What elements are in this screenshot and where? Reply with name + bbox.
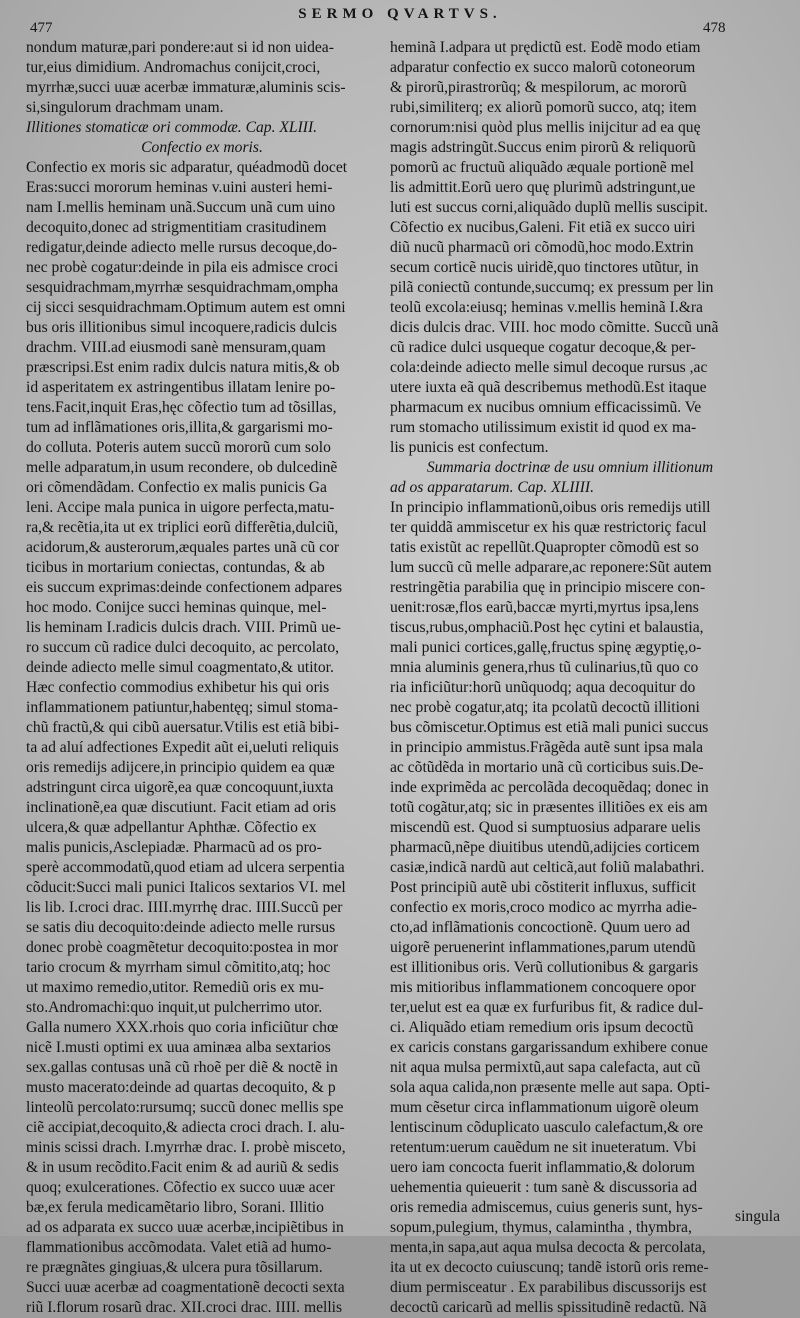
right-column-line: est illitionibus oris. Verũ collutionibus & gargaris <box>390 959 699 976</box>
left-column-line: flammationibus accõmodata. Valet etiã ad humo- <box>26 1239 332 1256</box>
right-column-line: pomorũ ac fructuũ aliquãdo æquale portionẽ mel <box>390 159 694 176</box>
left-column-line: ro succum cũ radice dulci decoquito, ac percolato, <box>26 639 340 656</box>
right-column-line: ria inficiũtur:horũ unũquodq; aqua decoquitur do <box>390 679 696 696</box>
left-column-line: ad os adparata ex succo uuæ acerbæ,incipiẽtibus in <box>26 1219 344 1236</box>
right-column-line: dium permisceatur . Ex parabilibus discussorijs est <box>390 1279 707 1296</box>
right-column-line: sopum,pulegium, thymus, calamintha , thymbra, <box>390 1219 692 1236</box>
right-column-line: mnia aluminis genera,rhus tũ culinarius,tũ quo co <box>390 659 699 676</box>
left-column-line: Galla numero XXX.rhois quo coria inficiũtur chœ <box>26 1019 339 1036</box>
right-column <box>390 38 750 1318</box>
right-column-line: diũ nucũ pharmacũ ori cõmodũ,hoc modo.Extrin <box>390 239 694 256</box>
left-column-line: tario crocum & myrrham simul cõmitito,atq; hoc <box>26 959 331 976</box>
right-column-line: In principio inflammationũ,oibus oris remedijs utill <box>390 499 711 516</box>
right-column-line: inde exprimẽda ac percolãda decoquẽdaq; donec in <box>390 779 709 796</box>
right-column-line: rum stomacho utilissimum existit id quod ex ma- <box>390 419 697 436</box>
right-column-line: lentiscinum cõduplicato uasculo calefactum,& ore <box>390 1119 704 1136</box>
right-column-line: ita ut ex decocto cuiuscunq; tandẽ istorũ oris reme- <box>390 1259 709 1276</box>
left-column-line: eis succum exprimas:deinde confectionem adpares <box>26 579 343 596</box>
left-column-line: inclinationẽ,ea quæ discutiunt. Facit etiam ad oris <box>26 799 337 816</box>
left-column-line: drachm. VIII.ad eiusmodi sanè mensuram,quam <box>26 339 326 356</box>
left-column-line: nicẽ I.musti optimi ex uua aminæa alba sextarios <box>26 1039 331 1056</box>
right-column-line: miscendũ est. Quod si sumptuosius adparare uelis <box>390 819 701 836</box>
left-column-line: inflammationem patiuntur,habentęq; simul stoma- <box>26 699 339 716</box>
right-column-line: Summaria doctrinæ de usu omnium illitionum <box>426 459 714 476</box>
right-column-line: lis punicis est confectum. <box>390 439 549 456</box>
left-column-line: sex.gallas contusas unã cũ rhoẽ per diẽ & noctẽ in <box>26 1059 338 1076</box>
left-column-line: Eras:succi mororum heminas v.uini austeri hemi- <box>26 179 333 196</box>
left-column <box>26 38 378 1318</box>
folio-right: 478 <box>703 20 726 36</box>
right-column-line: ac cõtũdẽda in mortario unã cũ corticibus suis.De- <box>390 759 704 776</box>
left-column-line: oris remedijs adijcere,in principio quidem ea quæ <box>26 759 335 776</box>
left-column-line: nec probè cogatur:deinde in pila eis admisce croci <box>26 259 339 276</box>
right-column-line: restringẽtia parabilia quę in principio miscere con- <box>390 579 706 596</box>
right-column-line: adparatur confectio ex succo malorũ cotoneorum <box>390 59 696 76</box>
right-column-line: utere iuxta eã quã describemus methodũ.Est itaque <box>390 379 707 396</box>
left-column-line: acidorum,& austerorum,æquales partes unã cũ cor <box>26 539 340 556</box>
right-column-line: tiscus,rubus,omphaciũ.Post hęc cytini et balaustia, <box>390 619 704 636</box>
left-column-line: redigatur,deinde adiecto melle rursus decoque,do- <box>26 239 338 256</box>
left-column-line: riũ I.florum rosarũ drac. XII.croci drac. IIII. mellis <box>26 1299 343 1316</box>
right-column-line: secum corticẽ nucis uiridẽ,quo tinctores utũtur, in <box>390 259 699 276</box>
left-column-line: ticibus in mortarium coniectas, contundas, & ab <box>26 559 325 576</box>
left-column-line: bæ,ex ferula medicamẽtario libro, Sorani. Illitio <box>26 1199 324 1216</box>
left-column-line: minis scissi drach. I.myrrhæ drac. I. probè misceto, <box>26 1139 346 1156</box>
right-column-line: mis mitioribus inflammationem concoquere opor <box>390 979 696 996</box>
catchword: singula <box>735 1208 781 1225</box>
left-column-line: nam I.mellis heminam unã.Succum unã cum uino <box>26 199 336 216</box>
right-column-line: rubi,similiterq; ex aliorũ pomorũ succo, atq; item <box>390 99 697 116</box>
right-column-line: heminã I.adpara ut prędictũ est. Eodẽ modo etiam <box>390 39 701 56</box>
right-column-line: uehementia quieuerit : tum sanè & discussoria ad <box>390 1179 698 1196</box>
right-column-line: tatis existũt ac repellũt.Quapropter cõmodũ est so <box>390 539 699 556</box>
left-column-line: adstringunt circa uigorẽ,ea quæ concoquunt,iuxta <box>26 779 334 796</box>
left-column-line: ulcera,& quæ adpellantur Aphthæ. Cõfectio ex <box>26 819 317 836</box>
left-column-line: tum ad inflãmationes oris,illita,& gargarismi mo- <box>26 419 333 436</box>
left-column-line: quoq; exulcerationes. Cõfectio ex succo uuæ acer <box>26 1179 335 1196</box>
right-column-line: bus cõmiscetur.Optimus est etiã mali punici succus <box>390 719 709 736</box>
left-column-line: leni. Accipe mala punica in uigore perfecta,matu- <box>26 499 335 516</box>
left-column-line: tur,eius dimidium. Andromachus conijcit,croci, <box>26 59 321 76</box>
left-column-line: se satis diu decoquito:deinde adiecto melle rursus <box>26 919 336 936</box>
right-column-line: ad os apparatarum. Cap. XLIIII. <box>390 479 595 496</box>
left-column-line: malis punicis,Asclepiadæ. Pharmacũ ad os pro- <box>26 839 322 856</box>
right-column-line: ex caricis constans gargarissandum exhibere conue <box>390 1039 708 1056</box>
right-column-line: sola aqua calida,non præsente melle aut sapa. Opti- <box>390 1079 710 1096</box>
right-column-line: mum cẽsetur circa inflammationum uigorẽ oleum <box>390 1099 699 1116</box>
left-column-line: ciẽ accipiat,decoquito,& adiecta croci drach. I. alu- <box>26 1119 345 1136</box>
right-column-line: lum succũ cũ melle adparare,ac reponere:Sũt autem <box>390 559 712 576</box>
right-column-line: cũ radice dulci usqueque cogatur decoque,& per- <box>390 339 696 356</box>
left-column-line: ta ad aluí adfectiones Expedit aũt ei,ueluti reliquis <box>26 739 339 756</box>
left-column-line: Confectio ex moris. <box>141 139 263 156</box>
right-column-line: teolũ excola:eiusq; heminas v.mellis heminã I.&ra <box>390 299 703 316</box>
right-column-line: nit aqua mulsa permixtũ,aut sapa calefacta, aut cũ <box>390 1059 701 1076</box>
left-column-line: sto.Andromachi:quo inquit,ut pulcherrimo utor. <box>26 999 323 1016</box>
right-column-line: uigorẽ peruenerint inflammationes,parum utendũ <box>390 939 696 956</box>
left-column-line: Confectio ex moris sic adparatur, quéadmodũ docet <box>26 159 348 176</box>
left-column-line: cij sicci sesquidrachmam.Optimum autem est omni <box>26 299 346 316</box>
right-column-line: pilã coniectũ contunde,succumq; ex pressum per lin <box>390 279 714 296</box>
right-column-line: totũ cogãtur,atq; sic in præsentes illitiões ex eis am <box>390 799 708 816</box>
running-head: SERMO QVARTVS. <box>298 6 502 22</box>
right-column-line: cto,ad inflãmationis concoctionẽ. Quum uero ad <box>390 919 691 936</box>
right-column-line: decoctũ caricarũ ad mellis spissitudinẽ redactũ. Nã <box>390 1299 707 1316</box>
left-column-line: do colluta. Poteris autem succũ mororũ cum solo <box>26 439 331 456</box>
right-column-line: confectio ex moris,croco modico ac myrrha adie- <box>390 899 697 916</box>
left-column-line: cõducit:Succi mali punici Italicos sextarios VI. mel <box>26 879 346 896</box>
right-column-line: lis admittit.Eorũ uero quę plurimũ adstringunt,ue <box>390 179 696 196</box>
left-column-line: tens.Facit,inquit Eras,hęc cõfectio tum ad tõsillas, <box>26 399 337 416</box>
left-column-line: linteolũ percolato:rursumq; succũ donec mellis spe <box>26 1099 344 1116</box>
left-column-line: chũ fractũ,& qui cibũ auersatur.Vtilis est etiã bibi- <box>26 719 340 736</box>
right-column-line: nec probè cogatur,atq; ita pcolatũ decoctũ illitioni <box>390 699 700 716</box>
left-column-line: musto macerato:deinde ad quartas decoquito, & p <box>26 1079 336 1096</box>
right-column-line: uero iam concocta fuerit inflammatio,& dolorum <box>390 1159 695 1176</box>
right-column-line: cola:deinde adiecto melle simul decoque rursus ,ac <box>390 359 708 376</box>
right-column-line: pharmacum ex nucibus omnium efficacissimũ. Ve <box>390 399 702 416</box>
right-column-line: dicis dulcis drac. VIII. hoc modo cõmitte. Succũ unã <box>390 319 719 336</box>
left-column-line: re prægnãtes gingiuas,& ulcera pura tõsillarum. <box>26 1259 323 1276</box>
left-column-line: si,singulorum drachmam unam. <box>26 99 224 116</box>
right-column-line: casiæ,indicã nardũ aut celticã,aut foliũ malabathri. <box>390 859 705 876</box>
right-column-line: menta,in sapa,aut aqua mulsa decocta & percolata, <box>390 1239 706 1256</box>
right-column-line: & pirorũ,pirastrorũq; & mespilorum, ac mororũ <box>390 79 687 96</box>
right-column-line: in principio ammistus.Frãgẽda autẽ sunt ipsa mala <box>390 739 704 756</box>
right-column-line: ci. Aliquãdo etiam remedium oris ipsum decoctũ <box>390 1019 694 1036</box>
left-column-line: lis heminam I.radicis dulcis drach. VIII. Primũ ue- <box>26 619 341 636</box>
left-column-line: sesquidrachmam,myrrhæ sesquidrachmam,ompha <box>26 279 339 296</box>
right-column-line: pharmacũ,nẽpe diuitibus utendũ,adijcies corticem <box>390 839 700 856</box>
left-column-line: Illitiones stomaticæ ori commodæ. Cap. XLIII. <box>26 119 318 136</box>
right-column-line: Post principiũ autẽ ubi cõstiterit influxus, sufficit <box>390 879 696 896</box>
right-column-line: ter,uelut est ea quæ ex furfuribus fit, & radice dul- <box>390 999 704 1016</box>
left-column-line: decoquito,donec ad strigmentitiam crasitudinem <box>26 219 327 236</box>
left-column-line: Hæc confectio commodius exhibetur his qui oris <box>26 679 330 696</box>
right-column-line: oris remedia admiscemus, cuius generis sunt, hys- <box>390 1199 703 1216</box>
left-column-line: myrrhæ,succi uuæ acerbæ immaturæ,aluminis scis- <box>26 79 346 96</box>
left-column-line: ut maximo remedio,utitor. Remediũ oris ex mu- <box>26 979 324 996</box>
right-column-line: ter quiddã ammiscetur ex his quæ restrictoriç facul <box>390 519 707 536</box>
left-column-line: & in usum recõdito.Facit enim & ad auriũ & sedis <box>26 1159 339 1176</box>
right-column-line: cornorum:nisi quòd plus mellis inijcitur ad ea quę <box>390 119 701 136</box>
left-column-line: lis lib. I.croci drac. IIII.myrrhę drac. IIII.Succũ per <box>26 899 343 916</box>
left-column-line: donec probè coagmẽtetur decoquito:postea in mor <box>26 939 339 956</box>
left-column-line: deinde adiecto melle simul coagmentato,& utitor. <box>26 659 334 676</box>
right-column-line: Cõfectio ex nucibus,Galeni. Fit etiã ex succo uiri <box>390 219 696 236</box>
left-column-line: nondum maturæ,pari pondere:aut si id non uidea- <box>26 39 334 56</box>
left-column-line: præscripsi.Est enim radix dulcis natura mitis,& ob <box>26 359 340 376</box>
left-column-line: id asperitatem ex astringentibus illatam lenire po- <box>26 379 336 396</box>
right-column-line: luti est succus corni,aliquãdo duplũ mellis suscipit. <box>390 199 708 216</box>
folio-left: 477 <box>30 20 53 36</box>
right-column-line: magis adstringũt.Succus enim pirorũ & reliquorũ <box>390 139 696 156</box>
right-column-line: mali punici cortices,gallę,fructus spinę ægyptię,o- <box>390 639 702 656</box>
left-column-line: Succi uuæ acerbæ ad coagmentationẽ decocti sexta <box>26 1279 345 1296</box>
left-column-line: ori cõmendãdam. Confectio ex malis punicis Ga <box>26 479 327 496</box>
right-column-line: retentum:uerum cauẽdum ne sit inueteratum. Vbi <box>390 1139 697 1156</box>
left-column-line: melle adparatum,in usum recondere, ob dulcedinẽ <box>26 459 338 476</box>
left-column-line: ra,& recẽtia,ita ut ex triplici eorũ differẽtia,dulciũ, <box>26 519 339 536</box>
left-column-line: hoc modo. Conijce succi heminas quinque, mel- <box>26 599 327 616</box>
left-column-line: bus oris illitionibus simul incoquere,radicis dulcis <box>26 319 337 336</box>
left-column-line: sperè accommodatũ,quod etiam ad ulcera serpentia <box>26 859 345 876</box>
right-column-line: uenit:rosæ,flos earũ,baccæ myrti,myrtus ipsa,lens <box>390 599 699 616</box>
